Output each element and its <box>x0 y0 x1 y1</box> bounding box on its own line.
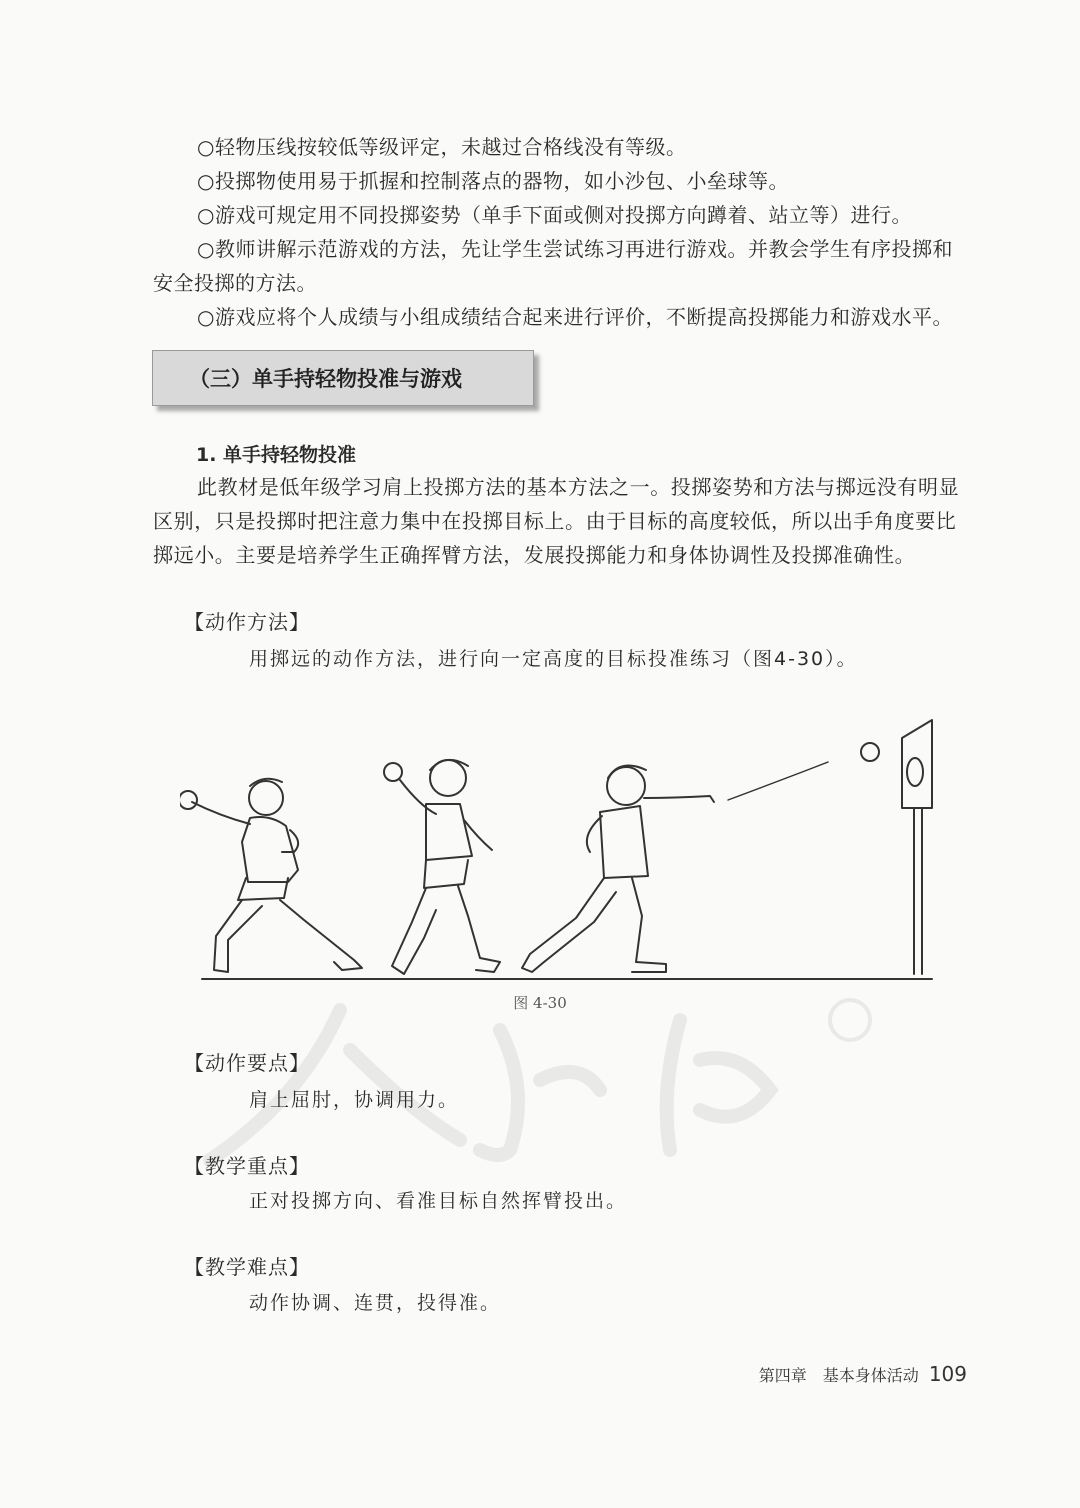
child-figure-windup <box>180 779 362 972</box>
flight-path <box>728 762 828 800</box>
teaching-difficulty-label: 【教学难点】 <box>184 1255 310 1279</box>
figure-caption: 图 4-30 <box>513 994 567 1012</box>
target-board <box>902 720 932 974</box>
section-title: （三）单手持轻物投准与游戏 <box>189 367 462 391</box>
subsection-title: 1. 单手持轻物投准 <box>196 444 357 466</box>
page-footer <box>759 1362 967 1386</box>
note-item: ○轻物压线按较低等级评定，未越过合格线没有等级。 <box>197 135 687 159</box>
key-points-text: 肩上屈肘，协调用力。 <box>249 1089 460 1111</box>
teaching-focus-text: 正对投掷方向、看准目标自然挥臂投出。 <box>249 1190 628 1212</box>
chapter-title: 第四章 基本身体活动 <box>758 1366 919 1385</box>
note-item: ○投掷物使用易于抓握和控制落点的器物，如小沙包、小垒球等。 <box>197 169 789 193</box>
note-item: ○游戏应将个人成绩与小组成绩结合起来进行评价，不断提高投掷能力和游戏水平。 <box>197 305 953 329</box>
key-points-label: 【动作要点】 <box>184 1051 310 1075</box>
intro-paragraph: 此教材是低年级学习肩上投掷方法的基本方法之一。投掷姿势和方法与掷远没有明显区别，只是投掷时把注意力集中在投掷目标上。由于目标的高度较低，所以出手角度要比掷远小。主要是培养学生正确挥臂方法，发展投掷能力和身体协调性及投掷准确性。 <box>153 475 960 567</box>
throwing-illustration <box>180 700 940 990</box>
method-label: 【动作方法】 <box>184 610 310 634</box>
child-figure-raise <box>384 760 500 974</box>
note-item: ○游戏可规定用不同投掷姿势（单手下面或侧对投掷方向蹲着、站立等）进行。 <box>197 203 912 227</box>
teaching-difficulty-text: 动作协调、连贯，投得准。 <box>249 1292 502 1314</box>
note-item: ○教师讲解示范游戏的方法，先让学生尝试练习再进行游戏。并教会学生有序投掷和安全投掷的方法。 <box>153 237 953 295</box>
publisher-watermark <box>200 990 900 1170</box>
section-heading-box <box>152 350 534 406</box>
page-number: 109 <box>928 1362 967 1386</box>
game-notes <box>153 130 973 334</box>
child-figure-release <box>522 766 714 973</box>
teaching-focus-label: 【教学重点】 <box>184 1154 310 1178</box>
ball-icon <box>861 743 879 761</box>
method-text: 用掷远的动作方法，进行向一定高度的目标投准练习（图4-30）。 <box>249 648 858 670</box>
